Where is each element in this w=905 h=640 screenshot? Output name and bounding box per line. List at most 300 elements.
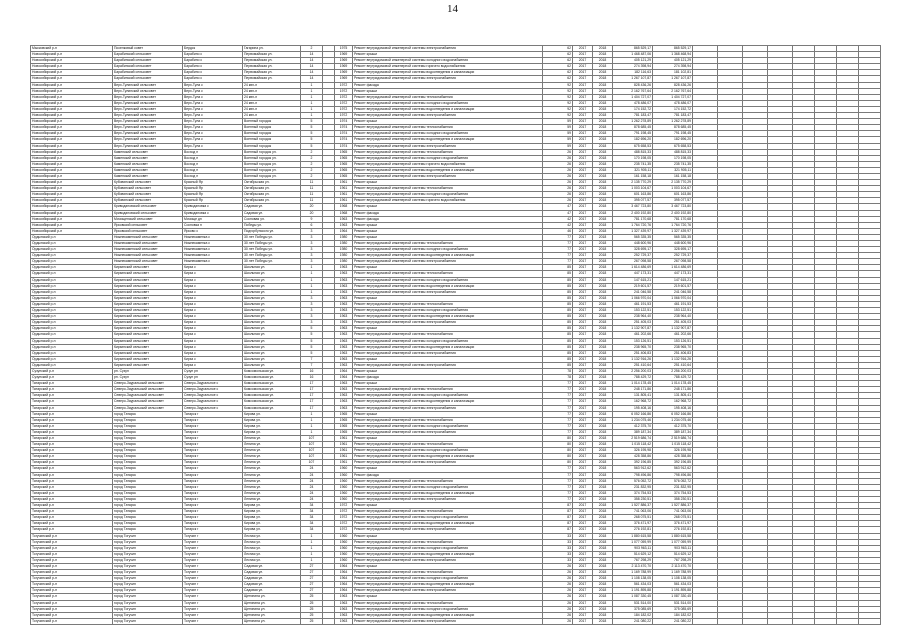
cell-settlement: Сузун рп — [183, 375, 243, 381]
cell-year-built: 1974 — [335, 131, 353, 137]
cell-district: Ордынский р-н — [31, 234, 113, 240]
cell-year-start: 2017 — [573, 533, 593, 539]
cell-settlement: Тогучин г — [183, 594, 243, 600]
cell-settlement-type: город Татарск — [113, 503, 183, 509]
cell-cost-by-work: 1 404 727,07 — [653, 94, 693, 100]
cell-year-end: 2018 — [593, 289, 613, 295]
cell-settlement-type: Верх-Тулинский сельсовет — [113, 88, 183, 94]
cell-street: 24 квл-л — [243, 82, 301, 88]
cell-settlement-type: Кирзинский сельсовет — [113, 362, 183, 368]
cell-year-start: 2017 — [573, 186, 593, 192]
cell-work-type: Ремонт внутридомовой инженерной системы холодного водоснабжения — [353, 155, 543, 161]
cell-work-type: Ремонт внутридомовой инженерной системы теплоснабжения — [353, 539, 543, 545]
cell-year-built: 1961 — [335, 180, 353, 186]
cell-street: Садовая ул. — [243, 570, 301, 576]
cell-settlement-type: город Татарск — [113, 509, 183, 515]
cell-settlement-type: город Татарск — [113, 527, 183, 533]
cell-units: 77 — [543, 423, 573, 429]
cell-year-start: 2017 — [573, 405, 593, 411]
cell-street: Военный городок ул. — [243, 149, 301, 155]
cell-cost-by-work: 267 098,58 — [653, 259, 693, 265]
cell-settlement: Тогучин г — [183, 539, 243, 545]
cell-street: Кирова ул. — [243, 527, 301, 533]
cell-cost: 321 905,11 — [613, 167, 653, 173]
table-body — [31, 46, 881, 625]
cell-units: 92 — [543, 82, 573, 88]
cell-settlement: Восход п — [183, 149, 243, 155]
cell-work-type: Ремонт внутридомовой инженерной системы холодного водоснабжения — [353, 515, 543, 521]
cell-year-start: 2017 — [573, 375, 593, 381]
cell-year-end: 2018 — [593, 429, 613, 435]
cell-cost-by-work: 828 436,26 — [653, 82, 693, 88]
cell-year-end: 2018 — [593, 46, 613, 52]
cell-cost-by-work: 195 408,16 — [653, 405, 693, 411]
cell-year-start: 2017 — [573, 167, 593, 173]
cell-year-start: 2017 — [573, 295, 593, 301]
cell-work-type: Ремонт внутридомовой инженерной системы холодного водоснабжения — [353, 277, 543, 283]
cell-year-built: 1964 — [335, 375, 353, 381]
cell-work-type: Ремонт крыши — [353, 265, 543, 271]
cell-district: Новосибирский р-н — [31, 204, 113, 210]
cell-district: Татарский р-н — [31, 472, 113, 478]
cell-units: 77 — [543, 490, 573, 496]
cell-year-end: 2018 — [593, 496, 613, 502]
cell-year-built: 1965 — [335, 417, 353, 423]
cell-house: 1 — [301, 533, 323, 539]
cell-cost: 376 471,97 — [613, 521, 653, 527]
cell-cost-by-work: 162 968,72 — [653, 399, 693, 405]
cell-street: Военный городок ул. — [243, 161, 301, 167]
cell-year-start: 2017 — [573, 113, 593, 119]
cell-units: 77 — [543, 387, 573, 393]
cell-street: Садовая ул. — [243, 588, 301, 594]
cell-year-end: 2018 — [593, 119, 613, 125]
cell-street: Школьная ул. — [243, 344, 301, 350]
cell-cost: 601 163,86 — [613, 192, 653, 198]
cell-year-end: 2018 — [593, 295, 613, 301]
cell-year-start: 2017 — [573, 460, 593, 466]
cell-cost: 1 191 895,88 — [613, 588, 653, 594]
cell-house: 14 — [301, 52, 323, 58]
cell-year-built: 1972 — [335, 521, 353, 527]
cell-settlement-type: город Татарск — [113, 521, 183, 527]
cell-settlement-type: Криводановский сельсовет — [113, 210, 183, 216]
cell-district: Ордынский р-н — [31, 362, 113, 368]
cell-street: Школьная ул. — [243, 308, 301, 314]
cell-cost-by-work: 3 467 723,80 — [653, 204, 693, 210]
cell-cost: 478 486,07 — [613, 100, 653, 106]
cell-year-built: 1963 — [335, 332, 353, 338]
cell-cost-by-work: 1 234 075,46 — [653, 417, 693, 423]
cell-settlement-type: город Тогучин — [113, 545, 183, 551]
cell-cost: 1 880 615,58 — [613, 533, 653, 539]
cell-units: 77 — [543, 472, 573, 478]
cell-year-built: 1960 — [335, 472, 353, 478]
cell-cost: 903 963,11 — [613, 545, 653, 551]
cell-cost-by-work: 248 171,86 — [653, 387, 693, 393]
cell-year-end: 2018 — [593, 356, 613, 362]
cell-district: Новосибирский р-н — [31, 106, 113, 112]
cell-street: 24 квл-л — [243, 106, 301, 112]
cell-cost: 1 066 970,04 — [613, 295, 653, 301]
cell-cost: 788 429,72 — [613, 375, 653, 381]
cell-settlement: Тогучин г — [183, 570, 243, 576]
cell-settlement-type: Кирзинский сельсовет — [113, 338, 183, 344]
cell-year-end: 2018 — [593, 484, 613, 490]
cell-street: 30 лет Победы ул. — [243, 259, 301, 265]
cell-house: 16 — [301, 368, 323, 374]
cell-house: 1 — [301, 82, 323, 88]
cell-cost-by-work: 531 514,00 — [653, 600, 693, 606]
cell-year-start: 2017 — [573, 411, 593, 417]
cell-cost: 781 170,68 — [613, 216, 653, 222]
cell-units: 26 — [543, 600, 573, 606]
cell-year-built: 1963 — [335, 314, 353, 320]
cell-cost: 389 187,34 — [613, 429, 653, 435]
cell-year-end: 2018 — [593, 88, 613, 94]
cell-cost-by-work: 374 754,53 — [653, 490, 693, 496]
cell-district: Новосибирский р-н — [31, 94, 113, 100]
cell-settlement: Мочище дп — [183, 216, 243, 222]
cell-year-end: 2018 — [593, 247, 613, 253]
cell-settlement: Верх-Тула с — [183, 94, 243, 100]
cell-district: Ордынский р-н — [31, 241, 113, 247]
cell-settlement: Верх-Тула с — [183, 100, 243, 106]
cell-cost-by-work: 182 696,20 — [653, 137, 693, 143]
cell-year-end: 2018 — [593, 527, 613, 533]
cell-year-built: 1963 — [335, 387, 353, 393]
cell-settlement-type: город Татарск — [113, 484, 183, 490]
cell-house: 11 — [301, 192, 323, 198]
cell-year-start: 2017 — [573, 423, 593, 429]
cell-units: 62 — [543, 64, 573, 70]
cell-house: 3 — [301, 228, 323, 234]
cell-year-end: 2018 — [593, 436, 613, 442]
cell-settlement-type: Кирзинский сельсовет — [113, 277, 183, 283]
cell-cost-by-work: 1 132 916,26 — [653, 356, 693, 362]
cell-e3 — [743, 618, 768, 624]
cell-house: 24 — [301, 478, 323, 484]
cell-district: Татарский р-н — [31, 503, 113, 509]
cell-units: 33 — [543, 539, 573, 545]
cell-settlement-type: Кирзинский сельсовет — [113, 283, 183, 289]
cell-settlement-type: Верх-Тулинский сельсовет — [113, 100, 183, 106]
cell-units: 77 — [543, 234, 573, 240]
cell-house: 1 — [301, 417, 323, 423]
cell-settlement: Татарск г — [183, 521, 243, 527]
cell-settlement-type: город Тогучин — [113, 588, 183, 594]
cell-work-type: Ремонт внутридомовой инженерной системы холодного водоснабжения — [353, 606, 543, 612]
cell-settlement-type: Кирзинский сельсовет — [113, 320, 183, 326]
cell-year-built: 1960 — [335, 490, 353, 496]
cell-cost: 3 467 723,80 — [613, 204, 653, 210]
cell-year-start: 2017 — [573, 234, 593, 240]
cell-cost: 2 519 686,74 — [613, 436, 653, 442]
cell-year-built: 1969 — [335, 76, 353, 82]
document-sheet — [30, 45, 880, 628]
cell-year-end: 2018 — [593, 259, 613, 265]
cell-year-built: 1965 — [335, 155, 353, 161]
cell-units: 85 — [543, 356, 573, 362]
cell-cost-by-work: 276 192,81 — [653, 527, 693, 533]
cell-work-type: Ремонт крыши — [353, 381, 543, 387]
cell-year-start: 2017 — [573, 161, 593, 167]
cell-year-end: 2018 — [593, 472, 613, 478]
cell-street: Первомайская ул. — [243, 76, 301, 82]
cell-settlement: Бердск — [183, 46, 243, 52]
cell-settlement-type: Ярковский сельсовет — [113, 222, 183, 228]
cell-street: Комсомольская ул. — [243, 375, 301, 381]
cell-street: Садовая ул. — [243, 204, 301, 210]
cell-settlement: Татарск г — [183, 484, 243, 490]
cell-year-built: 1965 — [335, 173, 353, 179]
cell-year-start: 2017 — [573, 155, 593, 161]
cell-cost-by-work: 461 191,53 — [653, 301, 693, 307]
cell-house: 2 — [301, 167, 323, 173]
cell-work-type: Ремонт внутридомовой инженерной системы горячего водоснабжения — [353, 198, 543, 204]
cell-units: 26 — [543, 594, 573, 600]
cell-work-type: Ремонт внутридомовой инженерной системы теплоснабжения — [353, 509, 543, 515]
cell-house: 34 — [301, 527, 323, 533]
cell-settlement: Тогучин г — [183, 618, 243, 624]
cell-work-type: Ремонт внутридомовой инженерной системы теплоснабжения — [353, 442, 543, 448]
cell-year-start: 2017 — [573, 271, 593, 277]
cell-year-start: 2017 — [573, 222, 593, 228]
cell-year-end: 2018 — [593, 417, 613, 423]
cell-settlement-type: город Татарск — [113, 417, 183, 423]
cell-units: 85 — [543, 271, 573, 277]
cell-street: 24 квл-л — [243, 94, 301, 100]
cell-house: 25 — [301, 618, 323, 624]
cell-year-start: 2017 — [573, 484, 593, 490]
cell-settlement-type: город Тогучин — [113, 557, 183, 563]
cell-year-end: 2018 — [593, 253, 613, 259]
cell-house: 1 — [301, 94, 323, 100]
cell-district: Новосибирский р-н — [31, 186, 113, 192]
cell-district: Ордынский р-н — [31, 259, 113, 265]
cell-cost: 6 052 166,86 — [613, 411, 653, 417]
cell-street: Военный городок ул. — [243, 173, 301, 179]
cell-house: 17 — [301, 393, 323, 399]
cell-cost: 675 658,53 — [613, 143, 653, 149]
cell-cost: 248 171,86 — [613, 387, 653, 393]
cell-units: 77 — [543, 247, 573, 253]
cell-settlement: Красный Яр — [183, 192, 243, 198]
cell-district: Татарский р-н — [31, 436, 113, 442]
cell-year-built: 1961 — [335, 186, 353, 192]
cell-cost: 235 741,35 — [613, 161, 653, 167]
cell-work-type: Ремонт крыши — [353, 503, 543, 509]
cell-cost-by-work: 174 152,72 — [653, 106, 693, 112]
cell-work-type: Ремонт крыши — [353, 356, 543, 362]
cell-year-built: 1972 — [335, 527, 353, 533]
cell-units: 26 — [543, 167, 573, 173]
cell-street: Ленина ул. — [243, 460, 301, 466]
cell-house: 17 — [301, 399, 323, 405]
cell-settlement-type: город Татарск — [113, 436, 183, 442]
cell-cost: 461 191,53 — [613, 301, 653, 307]
cell-cost-by-work: 375 085,69 — [653, 606, 693, 612]
cell-year-built: 1963 — [335, 600, 353, 606]
cell-year-built: 1960 — [335, 551, 353, 557]
cell-street: Кирова ул. — [243, 429, 301, 435]
cell-cost: 268 075,51 — [613, 515, 653, 521]
cell-house: 3 — [301, 234, 323, 240]
cell-cost: 1 614 486,69 — [613, 265, 653, 271]
cell-year-start: 2017 — [573, 58, 593, 64]
cell-cost: 174 152,72 — [613, 106, 653, 112]
cell-work-type: Ремонт внутридомовой инженерной системы теплоснабжения — [353, 149, 543, 155]
cell-work-type: Ремонт внутридомовой инженерной системы холодного водоснабжения — [353, 393, 543, 399]
cell-street: Кирова ул. — [243, 521, 301, 527]
cell-settlement: Татарск г — [183, 460, 243, 466]
cell-work-type: Ремонт внутридомовой инженерной системы электроснабжения — [353, 259, 543, 265]
cell-settlement-type: Криводановский сельсовет — [113, 204, 183, 210]
cell-cost: 1 132 907,87 — [613, 326, 653, 332]
cell-settlement-type: город Тогучин — [113, 582, 183, 588]
cell-settlement: Татарск г — [183, 478, 243, 484]
cell-year-start: 2017 — [573, 429, 593, 435]
cell-cost: 781 183,47 — [613, 113, 653, 119]
cell-house: 1 — [301, 100, 323, 106]
cell-cost-by-work: 563 912,62 — [653, 466, 693, 472]
cell-year-end: 2018 — [593, 131, 613, 137]
cell-settlement: Тогучин г — [183, 576, 243, 582]
cell-year-start: 2017 — [573, 606, 593, 612]
cell-year-built: 1963 — [335, 338, 353, 344]
cell-house: 1 — [301, 429, 323, 435]
cell-street: Ленина ул. — [243, 496, 301, 502]
cell-e6 — [815, 618, 837, 624]
cell-year-built: 1964 — [335, 588, 353, 594]
cell-year-built: 1972 — [335, 82, 353, 88]
cell-cost-by-work: 1 015 118,42 — [653, 442, 693, 448]
cell-house: 27 — [301, 576, 323, 582]
cell-settlement: Верх-Тула с — [183, 106, 243, 112]
cell-house: 17 — [301, 405, 323, 411]
cell-work-type: Ремонт внутридомовой инженерной системы теплоснабжения — [353, 125, 543, 131]
cell-district: Ордынский р-н — [31, 356, 113, 362]
cell-year-end: 2018 — [593, 161, 613, 167]
cell-work-type: Ремонт крыши — [353, 88, 543, 94]
cell-house: 24 — [301, 472, 323, 478]
cell-year-end: 2018 — [593, 125, 613, 131]
cell-year-built: 1968 — [335, 210, 353, 216]
cell-cost-by-work: 878 685,45 — [653, 125, 693, 131]
cell-district: Ордынский р-н — [31, 253, 113, 259]
cell-settlement: Верх-Тула с — [183, 125, 243, 131]
cell-house: 27 — [301, 570, 323, 576]
cell-work-type: Ремонт внутридомовой инженерной системы холодного водоснабжения — [353, 484, 543, 490]
cell-work-type: Ремонт внутридомовой инженерной системы теплоснабжения — [353, 301, 543, 307]
cell-year-end: 2018 — [593, 113, 613, 119]
cell-year-end: 2018 — [593, 64, 613, 70]
cell-cost: 428 358,86 — [613, 454, 653, 460]
cell-street: 30 лет Победы ул. — [243, 247, 301, 253]
cell-year-built: 1963 — [335, 295, 353, 301]
cell-settlement-type: Каменский сельсовет — [113, 149, 183, 155]
cell-district: Ордынский р-н — [31, 320, 113, 326]
cell-year-start: 2017 — [573, 539, 593, 545]
cell-cost: 878 685,45 — [613, 125, 653, 131]
cell-cost-by-work: 147 615,21 — [653, 277, 693, 283]
cell-settlement-type: город Тогучин — [113, 618, 183, 624]
cell-year-start: 2017 — [573, 94, 593, 100]
cell-settlement-type: Кирзинский сельсовет — [113, 289, 183, 295]
cell-cost-by-work: 2 256 200,03 — [653, 368, 693, 374]
cell-work-type: Ремонт внутридомовой инженерной системы водоотведения и канализации — [353, 137, 543, 143]
cell-house: 27 — [301, 563, 323, 569]
cell-settlement: Восход п — [183, 155, 243, 161]
cell-year-built: 1963 — [335, 344, 353, 350]
cell-year-end: 2018 — [593, 308, 613, 314]
cell-house: 3 — [301, 320, 323, 326]
cell-street: Военный городок — [243, 119, 301, 125]
cell-settlement: Кирза с — [183, 350, 243, 356]
cell-work-type: Ремонт внутридомовой инженерной системы электроснабжения — [353, 362, 543, 368]
cell-units: 59 — [543, 137, 573, 143]
cell-year-end: 2018 — [593, 503, 613, 509]
cell-work-type: Ремонт крыши — [353, 204, 543, 210]
cell-house: 2 — [301, 155, 323, 161]
cell-year-end: 2018 — [593, 82, 613, 88]
cell-cost-by-work: 161 158,18 — [653, 173, 693, 179]
cell-year-start: 2017 — [573, 70, 593, 76]
cell-settlement: Кирза с — [183, 338, 243, 344]
cell-house: 5 — [301, 125, 323, 131]
cell-year-start: 2017 — [573, 241, 593, 247]
cell-street: Школьная ул. — [243, 362, 301, 368]
cell-house: 3 — [301, 241, 323, 247]
cell-cost: 2 162 767,64 — [613, 88, 653, 94]
cell-district: Тогучинский р-н — [31, 551, 113, 557]
cell-work-type: Ремонт крыши — [353, 119, 543, 125]
cell-work-type: Ремонт внутридомовой инженерной системы водоотведения и канализации — [353, 283, 543, 289]
cell-work-type: Ремонт крыши — [353, 228, 543, 234]
cell-settlement: Барабино с — [183, 52, 243, 58]
cell-cost: 251 406,83 — [613, 350, 653, 356]
cell-settlement: Ярково с — [183, 228, 243, 234]
cell-district: Новосибирский р-н — [31, 198, 113, 204]
cell-settlement-type: Верх-Тулинский сельсовет — [113, 119, 183, 125]
cell-year-start: 2017 — [573, 119, 593, 125]
cell-district: Новосибирский р-н — [31, 76, 113, 82]
cell-year-start: 2017 — [573, 137, 593, 143]
cell-work-type: Ремонт крыши — [353, 466, 543, 472]
cell-house: 24 — [301, 484, 323, 490]
cell-cost: 576 052,72 — [613, 478, 653, 484]
cell-year-end: 2018 — [593, 612, 613, 618]
cell-year-built: 1964 — [335, 228, 353, 234]
cell-cost: 184 182,02 — [613, 612, 653, 618]
cell-units: 33 — [543, 557, 573, 563]
cell-year-end: 2018 — [593, 466, 613, 472]
cell-cost: 1 327 439,97 — [613, 228, 653, 234]
cell-settlement: Северо-Зауральное с — [183, 381, 243, 387]
cell-year-end: 2018 — [593, 600, 613, 606]
cell-year-built: 1972 — [335, 88, 353, 94]
cell-year-start: 2017 — [573, 125, 593, 131]
cell-settlement: Барабино с — [183, 76, 243, 82]
cell-cost: 1 169 788,99 — [613, 570, 653, 576]
cell-year-built: 1961 — [335, 442, 353, 448]
cell-work-type: Ремонт крыши — [353, 52, 543, 58]
cell-units: 85 — [543, 362, 573, 368]
cell-settlement-type: Нижнекаменский сельсовет — [113, 234, 183, 240]
cell-cost: 448 600,96 — [613, 241, 653, 247]
cell-street: Лесная ул. — [243, 533, 301, 539]
cell-units: 77 — [543, 241, 573, 247]
